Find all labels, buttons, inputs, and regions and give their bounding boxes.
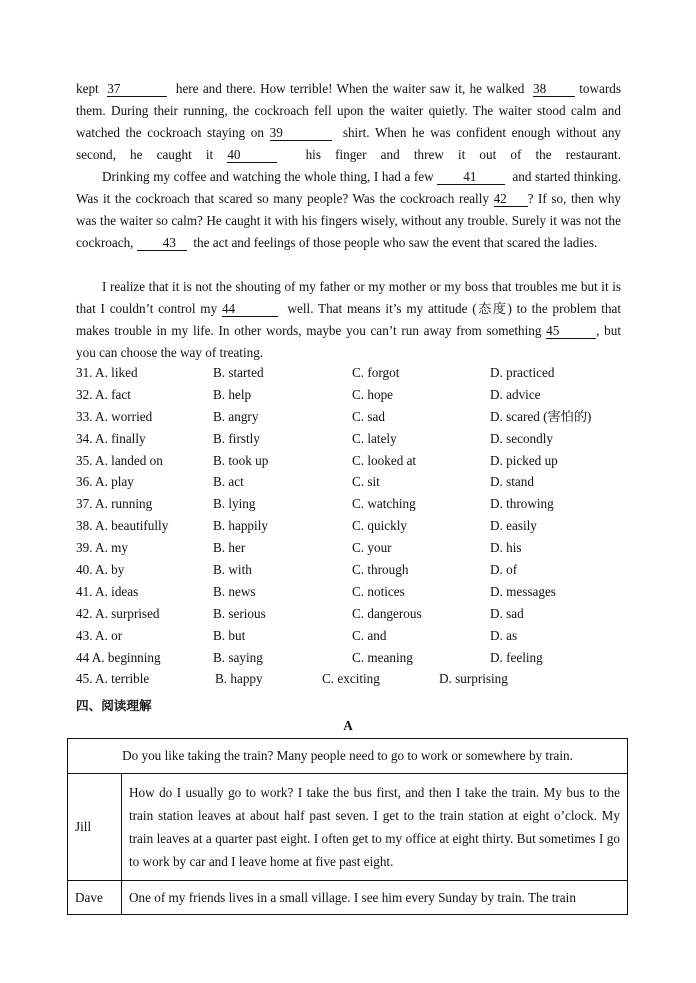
option-a[interactable]: 39. A. my xyxy=(76,540,129,556)
option-b[interactable]: B. her xyxy=(213,540,246,556)
option-d[interactable]: D. messages xyxy=(490,583,556,599)
blank-44: 44 xyxy=(222,302,278,317)
blank-42: 42 xyxy=(494,192,528,207)
option-b[interactable]: B. lying xyxy=(213,496,256,512)
blank-41: 41 xyxy=(437,170,505,185)
blank-38: 38 xyxy=(533,82,575,97)
option-d[interactable]: D. sad xyxy=(490,605,524,621)
option-b[interactable]: B. started xyxy=(213,365,264,380)
option-d[interactable]: D. stand xyxy=(490,474,534,490)
table-row xyxy=(68,774,628,881)
passage-paragraph-1 xyxy=(76,78,621,166)
option-a[interactable]: 32. A. fact xyxy=(76,386,131,402)
option-c[interactable]: C. meaning xyxy=(352,649,413,665)
option-a[interactable]: 38. A. beautifully xyxy=(76,518,169,534)
option-a[interactable]: 35. A. landed on xyxy=(76,452,163,468)
option-c[interactable]: C. quickly xyxy=(352,518,407,534)
text-segment: the act and feelings of those people who saw the event that scared the ladies. xyxy=(193,234,598,250)
option-c[interactable]: C. exciting xyxy=(322,671,380,687)
table-row xyxy=(68,739,628,774)
option-d[interactable]: D. as xyxy=(490,627,518,643)
option-a[interactable]: 31. A. liked xyxy=(76,365,138,380)
passage-paragraph-3 xyxy=(76,276,621,364)
option-row xyxy=(76,515,636,537)
option-row xyxy=(76,537,636,559)
option-c[interactable]: C. looked at xyxy=(352,452,417,468)
option-row xyxy=(76,559,636,581)
text-segment: his finger and threw it out of the restaurant. xyxy=(305,146,622,162)
text-segment: shirt. When he was confident enough without any second, he caught it xyxy=(76,124,622,162)
option-b[interactable]: B. firstly xyxy=(213,430,260,446)
option-row xyxy=(76,362,636,384)
option-c[interactable]: C. sit xyxy=(352,474,380,490)
blank-45: 45 xyxy=(546,324,596,339)
option-a[interactable]: 36. A. play xyxy=(76,474,134,490)
passage-label: A xyxy=(343,718,353,733)
option-d[interactable]: D. of xyxy=(490,562,518,578)
option-d[interactable]: D. surprising xyxy=(439,671,508,687)
option-d[interactable]: D. advice xyxy=(490,386,541,402)
person-text: How do I usually go to work? I take the bus first, and then I take the train. My bus to the train station leaves at about half past seven. I get to the train station at eight o’clock. My train leaves at a quarter past eight. I often get to my office at eight thirty. But sometimes I go to work by car and I leave home at five past eight. xyxy=(122,774,628,881)
person-name: Jill xyxy=(68,774,122,881)
option-b[interactable]: B. happy xyxy=(215,671,263,687)
option-row xyxy=(76,428,636,450)
text-segment: ? If so, then why was the waiter so calm? He caught it with his fingers wisely, without any trouble. Surely it was not the cockroach, xyxy=(76,190,622,250)
person-name: Dave xyxy=(68,881,122,915)
person-text: One of my friends lives in a small village. I see him every Sunday by train. The train xyxy=(122,881,628,915)
blank-37: 37 xyxy=(107,82,167,97)
option-d[interactable]: D. secondly xyxy=(490,430,553,446)
option-row xyxy=(76,384,636,406)
blank-43: 43 xyxy=(137,236,187,251)
text-segment: here and there. How terrible! When the waiter saw it, he walked xyxy=(175,81,525,96)
option-a[interactable]: 40. A. by xyxy=(76,562,125,578)
option-row xyxy=(76,668,636,690)
text-segment: , but you can choose the way of treating. xyxy=(76,322,622,360)
option-b[interactable]: B. serious xyxy=(213,605,266,621)
option-d[interactable]: D. his xyxy=(490,540,522,556)
option-c[interactable]: C. forgot xyxy=(352,365,400,380)
option-c[interactable]: C. sad xyxy=(352,408,385,424)
option-a[interactable]: 41. A. ideas xyxy=(76,583,139,599)
option-row xyxy=(76,493,636,515)
blank-40: 40 xyxy=(227,148,277,163)
text-segment: well. That means it’s my attitude (态度) to the problem that makes trouble in my life. In other words, maybe you can’t run away from something xyxy=(76,300,622,338)
option-b[interactable]: B. with xyxy=(213,562,252,578)
option-a[interactable]: 33. A. worried xyxy=(76,408,153,424)
table-row xyxy=(68,881,628,915)
option-c[interactable]: C. your xyxy=(352,540,392,556)
option-b[interactable]: B. but xyxy=(213,627,246,643)
reading-table xyxy=(67,738,628,915)
text-segment: I realize that it is not the shouting of my father or my mother or my boss that troubles me but it is that I couldn’t control my xyxy=(76,279,621,316)
option-b[interactable]: B. help xyxy=(213,386,252,402)
text-segment: towards them. During their running, the cockroach fell upon the waiter quietly. The waiter stood calm and watched the cockroach staying on xyxy=(76,81,622,140)
option-c[interactable]: C. through xyxy=(352,562,409,578)
option-row xyxy=(76,406,636,428)
option-c[interactable]: C. lately xyxy=(352,430,397,446)
option-b[interactable]: B. angry xyxy=(213,408,259,424)
option-c[interactable]: C. watching xyxy=(352,496,416,512)
option-a[interactable]: 45. A. terrible xyxy=(76,671,150,687)
option-c[interactable]: C. hope xyxy=(352,386,394,402)
option-a[interactable]: 34. A. finally xyxy=(76,430,146,446)
option-c[interactable]: C. and xyxy=(352,627,387,643)
option-b[interactable]: B. saying xyxy=(213,649,263,665)
option-row xyxy=(76,625,636,647)
option-d[interactable]: D. feeling xyxy=(490,649,543,665)
blank-39: 39 xyxy=(270,126,332,141)
option-c[interactable]: C. dangerous xyxy=(352,605,422,621)
option-d[interactable]: D. scared (害怕的) xyxy=(490,408,592,424)
option-a[interactable]: 43. A. or xyxy=(76,627,123,643)
text-segment: and started thinking. Was it the cockroach that scared so many people? Was the cockroach really xyxy=(76,169,622,206)
section-heading: 四、阅读理解 xyxy=(76,698,152,713)
option-c[interactable]: C. notices xyxy=(352,583,405,599)
option-a[interactable]: 42. A. surprised xyxy=(76,605,160,621)
option-row xyxy=(76,581,636,603)
text-segment: Drinking my coffee and watching the whole thing, I had a few xyxy=(102,169,434,184)
option-d[interactable]: D. throwing xyxy=(490,496,554,512)
option-b[interactable]: B. news xyxy=(213,583,256,599)
text-segment: kept xyxy=(76,81,99,96)
option-d[interactable]: D. easily xyxy=(490,518,537,534)
option-b[interactable]: B. act xyxy=(213,474,244,490)
option-a[interactable]: 37. A. running xyxy=(76,496,153,512)
option-d[interactable]: D. picked up xyxy=(490,452,558,468)
option-a[interactable]: 44 A. beginning xyxy=(76,649,161,665)
passage-paragraph-2 xyxy=(76,166,621,254)
option-row xyxy=(76,471,636,493)
option-b[interactable]: B. took up xyxy=(213,452,269,468)
option-d[interactable]: D. practiced xyxy=(490,365,555,380)
option-row xyxy=(76,603,636,625)
option-b[interactable]: B. happily xyxy=(213,518,268,534)
option-row xyxy=(76,450,636,472)
option-row xyxy=(76,647,636,669)
table-intro: Do you like taking the train? Many people need to go to work or somewhere by train. xyxy=(68,739,628,774)
answer-options xyxy=(76,362,636,690)
